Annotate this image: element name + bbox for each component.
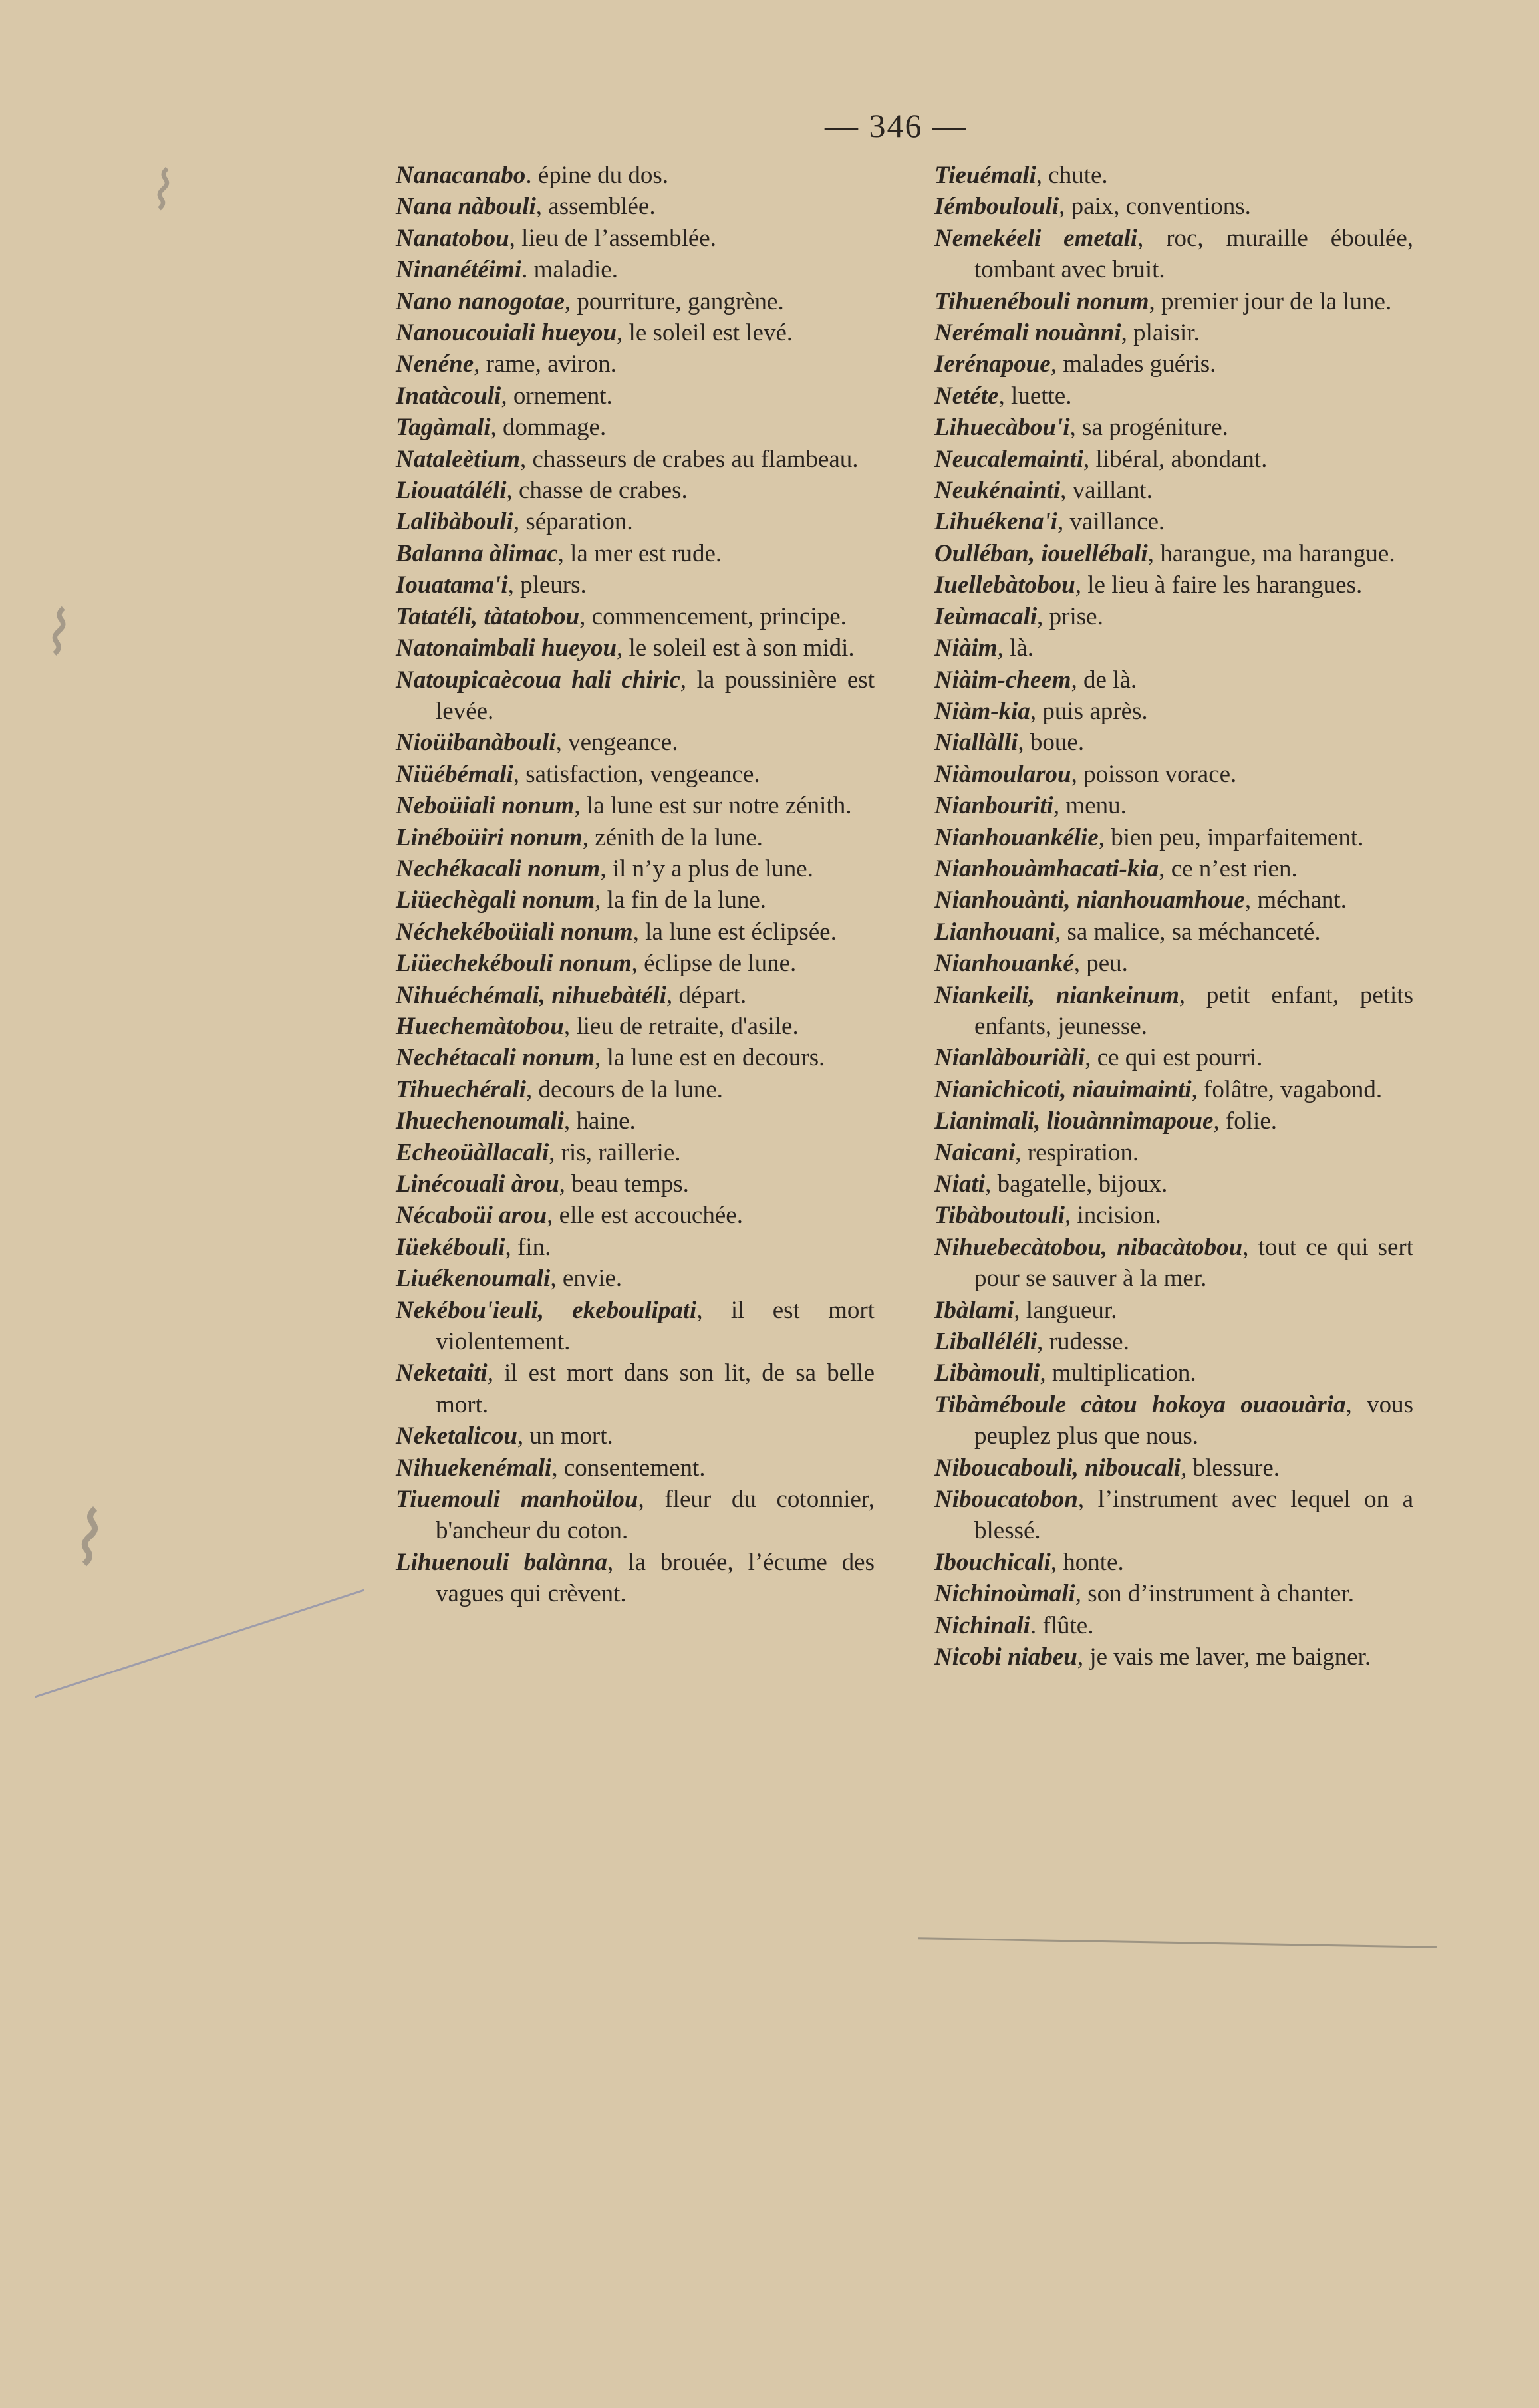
entry-gloss: . maladie. bbox=[521, 256, 618, 284]
entry-headword: Ibouchicali bbox=[934, 1548, 1051, 1576]
entry-gloss: , lieu de l’assemblée. bbox=[509, 224, 716, 252]
dictionary-entry bbox=[396, 759, 875, 790]
entry-gloss: , folie. bbox=[1213, 1107, 1277, 1135]
entry-gloss: . épine du dos. bbox=[525, 162, 669, 189]
entry-headword: Nichinali bbox=[934, 1611, 1030, 1639]
entry-headword: Neucalemainti bbox=[934, 445, 1084, 473]
entry-gloss: , honte. bbox=[1050, 1548, 1124, 1576]
right-column bbox=[934, 160, 1413, 1673]
entry-gloss: , pleurs. bbox=[507, 571, 587, 599]
dictionary-entry bbox=[396, 1105, 875, 1137]
entry-headword: Lihuecàbou'i bbox=[934, 414, 1070, 442]
dictionary-entry bbox=[934, 348, 1413, 380]
entry-gloss: , la fin de la lune. bbox=[595, 886, 767, 914]
entry-headword: Echeoüàllacali bbox=[396, 1138, 549, 1166]
dictionary-entry bbox=[934, 286, 1413, 317]
dictionary-entry bbox=[396, 254, 875, 285]
entry-headword: Nechékacali nonum bbox=[396, 855, 601, 882]
dictionary-entry bbox=[934, 191, 1413, 222]
entry-headword: Nemekéeli emetali bbox=[934, 224, 1138, 252]
entry-headword: Nianhouankélie bbox=[934, 823, 1099, 851]
entry-headword: Nianichicoti, niauimainti bbox=[934, 1075, 1192, 1103]
dictionary-entry bbox=[396, 1420, 875, 1452]
entry-headword: Niankeili, niankeinum bbox=[934, 981, 1179, 1009]
dictionary-entry bbox=[396, 1042, 875, 1073]
entry-headword: Linéboüiri nonum bbox=[396, 823, 583, 851]
entry-headword: Nenéne bbox=[396, 350, 474, 378]
entry-gloss: , méchant. bbox=[1244, 886, 1347, 914]
dictionary-entry bbox=[396, 1137, 875, 1168]
entry-headword: Nianhouanké bbox=[934, 950, 1074, 978]
entry-headword: Ihuechenoumali bbox=[396, 1107, 564, 1135]
entry-headword: Tagàmali bbox=[396, 414, 491, 442]
dictionary-entry bbox=[396, 601, 875, 632]
entry-headword: Nécaboüi arou bbox=[396, 1202, 547, 1230]
entry-gloss: , libéral, abondant. bbox=[1083, 445, 1268, 473]
dictionary-entry bbox=[934, 696, 1413, 727]
dictionary-entry bbox=[934, 1074, 1413, 1105]
entry-gloss: , il est mort dans son lit, de sa belle mort. bbox=[436, 1359, 875, 1418]
entry-gloss: , la poussinière est levée. bbox=[436, 666, 875, 725]
dictionary-entry bbox=[396, 884, 875, 916]
dictionary-entry bbox=[396, 1484, 875, 1547]
dictionary-entry bbox=[396, 664, 875, 728]
dictionary-entry bbox=[396, 916, 875, 948]
entry-gloss: , zénith de la lune. bbox=[582, 823, 763, 851]
entry-headword: Nataleètium bbox=[396, 445, 521, 473]
entry-headword: Nianlàbouriàli bbox=[934, 1044, 1085, 1072]
entry-gloss: , là. bbox=[997, 634, 1034, 662]
entry-headword: Oulléban, iouellébali bbox=[934, 539, 1148, 567]
entry-gloss: , ris, raillerie. bbox=[549, 1138, 681, 1166]
entry-gloss: , la mer est rude. bbox=[557, 539, 722, 567]
entry-gloss: , vaillant. bbox=[1060, 477, 1153, 505]
entry-headword: Niàm-kia bbox=[934, 697, 1030, 725]
dictionary-entry bbox=[934, 790, 1413, 821]
dictionary-entry bbox=[934, 1137, 1413, 1168]
entry-headword: Nanoucouiali hueyou bbox=[396, 319, 617, 347]
dictionary-entry bbox=[396, 1357, 875, 1420]
dictionary-entry bbox=[396, 191, 875, 222]
dictionary-entry bbox=[934, 538, 1413, 569]
entry-gloss: , langueur. bbox=[1014, 1296, 1117, 1324]
entry-headword: Liüechègali nonum bbox=[396, 886, 595, 914]
entry-gloss: , plaisir. bbox=[1121, 319, 1200, 347]
entry-gloss: , haine. bbox=[563, 1107, 636, 1135]
dictionary-entry bbox=[934, 412, 1413, 443]
entry-headword: Balanna àlimac bbox=[396, 539, 558, 567]
entry-gloss: , vaillance. bbox=[1057, 508, 1165, 536]
entry-headword: Nerémali nouànni bbox=[934, 319, 1121, 347]
entry-gloss: , rame, aviron. bbox=[474, 350, 617, 378]
entry-gloss: . flûte. bbox=[1030, 1611, 1094, 1639]
entry-headword: Liuékenoumali bbox=[396, 1265, 551, 1293]
entry-gloss: , sa malice, sa méchanceté. bbox=[1054, 918, 1321, 946]
entry-gloss: , satisfaction, vengeance. bbox=[513, 760, 760, 788]
entry-headword: Tihuenébouli nonum bbox=[934, 287, 1149, 315]
dictionary-entry bbox=[396, 1295, 875, 1358]
entry-headword: Nekébou'ieuli, ekeboulipati bbox=[396, 1296, 697, 1324]
entry-gloss: , la lune est éclipsée. bbox=[632, 918, 837, 946]
entry-headword: Iüekébouli bbox=[396, 1233, 505, 1261]
dictionary-entry bbox=[934, 853, 1413, 884]
entry-gloss: , ce n’est rien. bbox=[1159, 855, 1298, 882]
entry-headword: Tieuémali bbox=[934, 162, 1036, 189]
dictionary-entry bbox=[396, 790, 875, 821]
entry-gloss: , la lune est en decours. bbox=[595, 1044, 825, 1072]
entry-headword: Niàim-cheem bbox=[934, 666, 1071, 694]
margin-pencil-mark: ⌇ bbox=[146, 160, 173, 221]
entry-gloss: , prise. bbox=[1037, 602, 1103, 630]
dictionary-entry bbox=[396, 822, 875, 853]
entry-headword: Nioüibanàbouli bbox=[396, 729, 556, 757]
dictionary-entry bbox=[934, 632, 1413, 664]
dictionary-entry bbox=[396, 1452, 875, 1484]
entry-gloss: , beau temps. bbox=[559, 1170, 689, 1198]
entry-headword: Naicani bbox=[934, 1138, 1016, 1166]
entry-headword: Nichinoùmali bbox=[934, 1580, 1075, 1608]
entry-gloss: , rudesse. bbox=[1037, 1328, 1129, 1356]
entry-headword: Ibàlami bbox=[934, 1296, 1014, 1324]
page-number: — 346 — bbox=[825, 107, 967, 144]
entry-headword: Nianbouriti bbox=[934, 792, 1053, 820]
entry-gloss: , tout ce qui sert pour se sauver à la mer. bbox=[974, 1233, 1413, 1293]
entry-headword: Natoupicaècoua hali chiric bbox=[396, 666, 680, 694]
dictionary-entry bbox=[934, 884, 1413, 916]
entry-headword: Niboucabouli, niboucali bbox=[934, 1454, 1181, 1482]
entry-headword: Niàmoularou bbox=[934, 760, 1071, 788]
entry-gloss: , harangue, ma harangue. bbox=[1147, 539, 1395, 567]
entry-headword: Netéte bbox=[934, 382, 999, 410]
entry-headword: Nicobi niabeu bbox=[934, 1643, 1077, 1671]
entry-headword: Liouatáléli bbox=[396, 477, 507, 505]
entry-headword: Nano nanogotae bbox=[396, 287, 565, 315]
entry-gloss: , blessure. bbox=[1181, 1454, 1280, 1482]
dictionary-entry bbox=[934, 223, 1413, 286]
dictionary-entry bbox=[934, 759, 1413, 790]
dictionary-entry bbox=[396, 853, 875, 884]
entry-gloss: , bagatelle, bijoux. bbox=[985, 1170, 1168, 1198]
entry-headword: Tiuemouli manhoülou bbox=[396, 1486, 638, 1514]
dictionary-entry bbox=[396, 444, 875, 475]
dictionary-entry bbox=[934, 1105, 1413, 1137]
entry-gloss: , peu. bbox=[1073, 950, 1128, 978]
entry-gloss: , elle est accouchée. bbox=[547, 1202, 743, 1230]
dictionary-entry bbox=[396, 475, 875, 506]
dictionary-entry bbox=[934, 948, 1413, 979]
dictionary-entry bbox=[934, 601, 1413, 632]
entry-gloss: , commencement, principe. bbox=[579, 602, 847, 630]
dictionary-entry bbox=[934, 1295, 1413, 1326]
entry-gloss: , chasse de crabes. bbox=[506, 477, 688, 505]
entry-headword: Neukénainti bbox=[934, 477, 1061, 505]
dictionary-entry bbox=[934, 1578, 1413, 1609]
entry-headword: Iouatama'i bbox=[396, 571, 508, 599]
dictionary-entry bbox=[934, 1042, 1413, 1073]
entry-headword: Ierénapoue bbox=[934, 350, 1051, 378]
dictionary-entry bbox=[396, 569, 875, 601]
dictionary-entry bbox=[396, 1011, 875, 1042]
entry-gloss: , puis après. bbox=[1030, 697, 1148, 725]
dictionary-entry bbox=[934, 444, 1413, 475]
dictionary-entry bbox=[396, 1263, 875, 1294]
dictionary-entry bbox=[396, 1168, 875, 1200]
entry-headword: Nianhouànti, nianhouamhoue bbox=[934, 886, 1245, 914]
dictionary-entry bbox=[396, 380, 875, 412]
dictionary-entry bbox=[934, 1200, 1413, 1231]
entry-gloss: , petit enfant, petits enfants, jeunesse. bbox=[974, 981, 1413, 1040]
entry-headword: Tihuechérali bbox=[396, 1075, 526, 1103]
entry-headword: Nihuekenémali bbox=[396, 1454, 552, 1482]
dictionary-entry bbox=[934, 380, 1413, 412]
entry-headword: Nanatobou bbox=[396, 224, 509, 252]
dictionary-entry bbox=[934, 1326, 1413, 1357]
entry-gloss: , malades guéris. bbox=[1050, 350, 1216, 378]
entry-gloss: , sa progéniture. bbox=[1069, 414, 1228, 442]
entry-gloss: , je vais me laver, me baigner. bbox=[1077, 1643, 1371, 1671]
dictionary-entry bbox=[396, 223, 875, 254]
entry-gloss: , chasseurs de crabes au flambeau. bbox=[520, 445, 859, 473]
entry-gloss: , éclipse de lune. bbox=[631, 950, 797, 978]
entry-headword: Nihuebecàtobou, nibacàtobou bbox=[934, 1233, 1243, 1261]
dictionary-entry bbox=[934, 822, 1413, 853]
dictionary-entry bbox=[934, 980, 1413, 1043]
entry-headword: Neboüiali nonum bbox=[396, 792, 575, 820]
entry-headword: Neketaiti bbox=[396, 1359, 488, 1387]
dictionary-entry bbox=[396, 506, 875, 537]
entry-headword: Niàim bbox=[934, 634, 998, 662]
dictionary-entry bbox=[934, 1484, 1413, 1547]
entry-headword: Neketalicou bbox=[396, 1422, 517, 1450]
dictionary-entry bbox=[934, 506, 1413, 537]
dictionary-entry bbox=[396, 1547, 875, 1610]
entry-headword: Natonaimbali hueyou bbox=[396, 634, 617, 662]
entry-headword: Lihuenouli balànna bbox=[396, 1548, 608, 1576]
dictionary-entry bbox=[396, 538, 875, 569]
entry-gloss: , il est mort violentement. bbox=[436, 1296, 875, 1356]
left-column bbox=[396, 160, 875, 1610]
dictionary-entry bbox=[934, 1168, 1413, 1200]
entry-gloss: , fleur du cotonnier, b'ancheur du coton. bbox=[436, 1486, 875, 1545]
dictionary-entry bbox=[934, 1610, 1413, 1641]
entry-gloss: , le soleil est à son midi. bbox=[617, 634, 855, 662]
entry-headword: Niboucatobon bbox=[934, 1486, 1078, 1514]
entry-gloss: , départ. bbox=[666, 981, 747, 1009]
entry-headword: Linécouali àrou bbox=[396, 1170, 559, 1198]
entry-gloss: , folâtre, vagabond. bbox=[1191, 1075, 1383, 1103]
dictionary-entry bbox=[396, 412, 875, 443]
entry-headword: Huechemàtobou bbox=[396, 1012, 564, 1040]
entry-gloss: , vous peuplez plus que nous. bbox=[974, 1391, 1413, 1450]
dictionary-entry bbox=[396, 980, 875, 1011]
dictionary-entry bbox=[396, 1074, 875, 1105]
entry-gloss: , de là. bbox=[1071, 666, 1137, 694]
entry-gloss: , boue. bbox=[1018, 729, 1085, 757]
dictionary-entry bbox=[396, 160, 875, 191]
entry-gloss: , menu. bbox=[1053, 792, 1127, 820]
entry-gloss: , poisson vorace. bbox=[1071, 760, 1237, 788]
entry-gloss: , envie. bbox=[550, 1265, 623, 1293]
dictionary-entry bbox=[934, 1389, 1413, 1452]
dictionary-entry bbox=[396, 348, 875, 380]
entry-gloss: , pourriture, gangrène. bbox=[564, 287, 784, 315]
entry-gloss: , dommage. bbox=[490, 414, 607, 442]
entry-gloss: , chute. bbox=[1036, 162, 1108, 189]
dictionary-entry bbox=[934, 317, 1413, 348]
entry-gloss: , roc, muraille éboulée, tombant avec bruit. bbox=[974, 224, 1413, 284]
entry-gloss: , ce qui est pourri. bbox=[1085, 1044, 1263, 1072]
entry-gloss: , multiplication. bbox=[1040, 1359, 1196, 1387]
dictionary-entry bbox=[396, 1232, 875, 1263]
entry-headword: Nianhouàmhacati-kia bbox=[934, 855, 1159, 882]
dictionary-entry bbox=[934, 1357, 1413, 1389]
entry-gloss: , assemblée. bbox=[535, 193, 656, 221]
dictionary-entry bbox=[396, 286, 875, 317]
entry-headword: Liballéléli bbox=[934, 1328, 1038, 1356]
dictionary-entry bbox=[396, 948, 875, 979]
entry-headword: Ninanétéimi bbox=[396, 256, 522, 284]
entry-headword: Tibàméboule càtou hokoya ouaouària bbox=[934, 1391, 1346, 1418]
entry-headword: Nechétacali nonum bbox=[396, 1044, 595, 1072]
dictionary-entry bbox=[934, 916, 1413, 948]
entry-headword: Niallàlli bbox=[934, 729, 1018, 757]
dictionary-entry bbox=[396, 632, 875, 664]
dictionary-entry bbox=[934, 475, 1413, 506]
entry-headword: Iuellebàtobou bbox=[934, 571, 1075, 599]
entry-headword: Lianhouani bbox=[934, 918, 1055, 946]
entry-gloss: , le lieu à faire les harangues. bbox=[1075, 571, 1363, 599]
margin-pencil-stroke bbox=[35, 1589, 364, 1698]
entry-headword: Nihuéchémali, nihuebàtéli bbox=[396, 981, 667, 1009]
entry-gloss: , incision. bbox=[1065, 1202, 1161, 1230]
entry-headword: Tibàboutouli bbox=[934, 1202, 1065, 1230]
entry-headword: Inatàcouli bbox=[396, 382, 501, 410]
entry-headword: Liüechekébouli nonum bbox=[396, 950, 632, 978]
entry-headword: Lihuékena'i bbox=[934, 508, 1058, 536]
entry-gloss: , un mort. bbox=[517, 1422, 613, 1450]
entry-headword: Lianimali, liouànnimapoue bbox=[934, 1107, 1214, 1135]
dictionary-entry bbox=[934, 160, 1413, 191]
entry-gloss: , la lune est sur notre zénith. bbox=[574, 792, 852, 820]
entry-gloss: , luette. bbox=[998, 382, 1072, 410]
page-header bbox=[0, 106, 1539, 145]
dictionary-entry bbox=[934, 1641, 1413, 1672]
entry-gloss: , paix, conventions. bbox=[1059, 193, 1251, 221]
entry-headword: Ieùmacali bbox=[934, 602, 1038, 630]
dictionary-entry bbox=[396, 727, 875, 758]
entry-gloss: , respiration. bbox=[1015, 1138, 1139, 1166]
entry-headword: Lalibàbouli bbox=[396, 508, 513, 536]
dictionary-entry bbox=[934, 1452, 1413, 1484]
entry-headword: Niüébémali bbox=[396, 760, 513, 788]
entry-headword: Libàmouli bbox=[934, 1359, 1040, 1387]
entry-gloss: , vengeance. bbox=[555, 729, 678, 757]
entry-headword: Tatatéli, tàtatobou bbox=[396, 602, 580, 630]
entry-gloss: , son d’instrument à chanter. bbox=[1075, 1580, 1355, 1608]
dictionary-entry bbox=[396, 317, 875, 348]
entry-headword: Niati bbox=[934, 1170, 986, 1198]
dictionary-entry bbox=[396, 1200, 875, 1231]
entry-gloss: , la brouée, l’écume des vagues qui crèvent. bbox=[436, 1548, 875, 1608]
dictionary-entry bbox=[934, 664, 1413, 696]
entry-gloss: , ornement. bbox=[501, 382, 613, 410]
entry-gloss: , consentement. bbox=[551, 1454, 706, 1482]
margin-pencil-mark: ⌇ bbox=[67, 1496, 102, 1581]
entry-headword: Iémboulouli bbox=[934, 193, 1059, 221]
entry-headword: Néchekéboüiali nonum bbox=[396, 918, 633, 946]
dictionary-entry bbox=[934, 727, 1413, 758]
entry-gloss: , l’instrument avec lequel on a blessé. bbox=[974, 1486, 1413, 1545]
dictionary-entry bbox=[934, 1547, 1413, 1578]
entry-headword: Nana nàbouli bbox=[396, 193, 536, 221]
dictionary-entry bbox=[934, 569, 1413, 601]
entry-gloss: , le soleil est levé. bbox=[617, 319, 793, 347]
margin-pencil-mark: ⌇ bbox=[40, 599, 69, 668]
entry-headword: Nanacanabo bbox=[396, 162, 526, 189]
entry-gloss: , il n’y a plus de lune. bbox=[600, 855, 813, 882]
entry-gloss: , premier jour de la lune. bbox=[1149, 287, 1392, 315]
entry-gloss: , bien peu, imparfaitement. bbox=[1098, 823, 1364, 851]
dictionary-entry bbox=[934, 1232, 1413, 1295]
entry-gloss: , decours de la lune. bbox=[525, 1075, 723, 1103]
margin-pencil-stroke bbox=[918, 1937, 1437, 1948]
entry-gloss: , séparation. bbox=[513, 508, 633, 536]
entry-gloss: , fin. bbox=[505, 1233, 551, 1261]
entry-gloss: , lieu de retraite, d'asile. bbox=[563, 1012, 799, 1040]
